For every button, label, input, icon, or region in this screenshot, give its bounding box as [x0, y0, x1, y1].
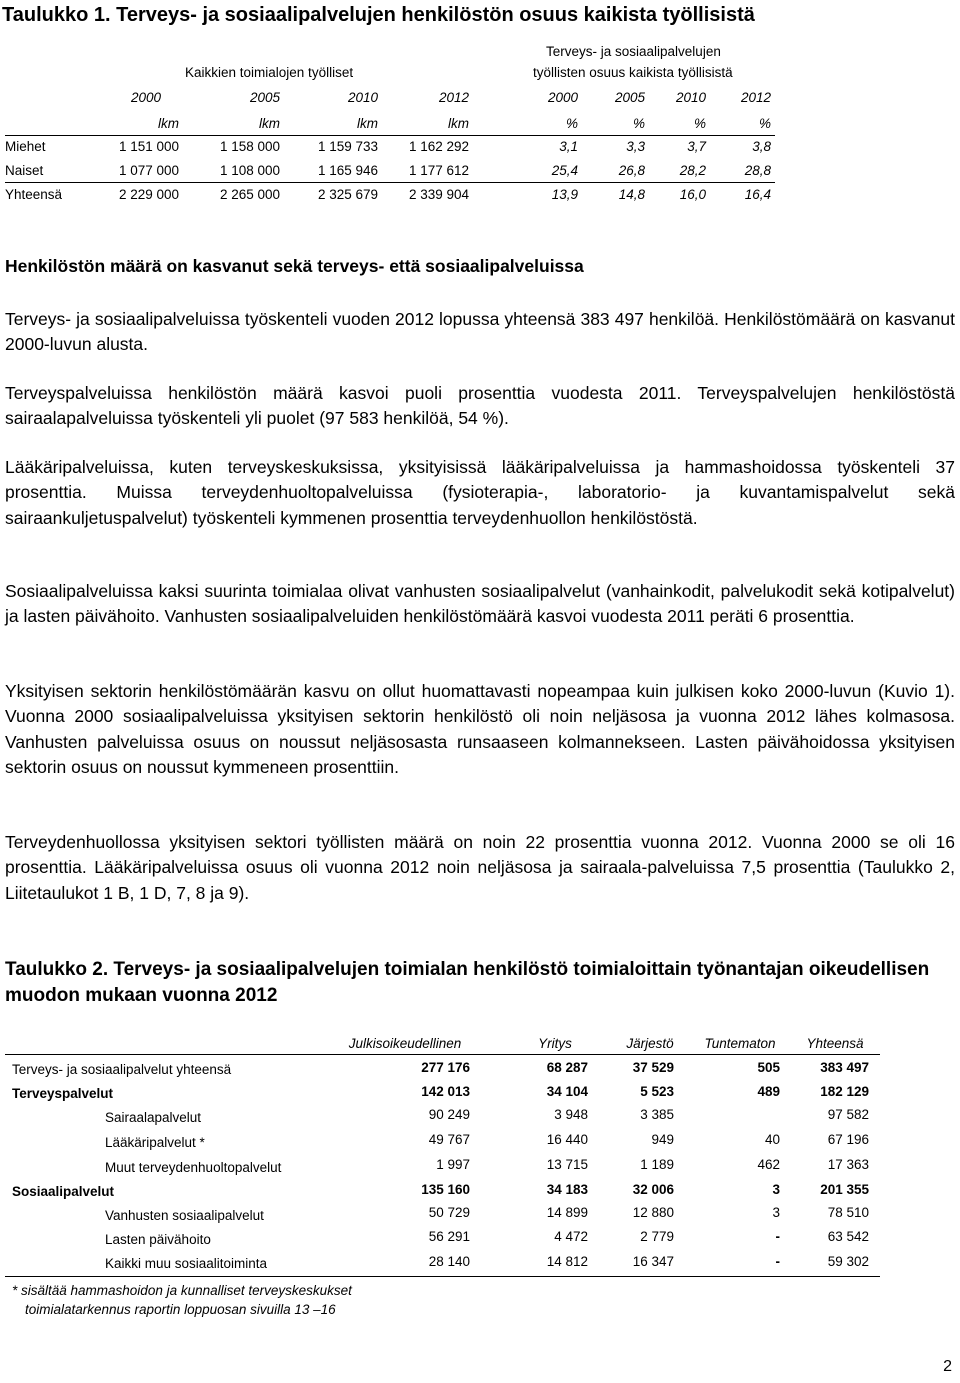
table1-cell: 1 165 946	[317, 163, 378, 178]
table1-cell: 1 177 612	[408, 163, 469, 178]
table2-cell: 16 347	[632, 1254, 674, 1269]
table2-cell: 40	[764, 1132, 780, 1147]
table2-cell: 63 542	[827, 1229, 869, 1244]
table1-unit: lkm	[448, 116, 469, 131]
table1-unit: %	[758, 116, 771, 131]
table2-cell: -	[775, 1254, 780, 1269]
table2-cell: 4 472	[554, 1229, 588, 1244]
table1-row-label: Naiset	[5, 163, 44, 178]
table2-cell: 201 355	[820, 1182, 869, 1197]
paragraph: Terveys- ja sosiaalipalveluissa työskenteli vuoden 2012 lopussa yhteensä 383 497 henkilöä. Henkilöstömäärä on kasvanut 2000-luvun alusta.	[5, 309, 955, 355]
table1-unit: lkm	[259, 116, 280, 131]
table1-total-rule	[5, 182, 775, 183]
page-number: 2	[943, 1358, 952, 1375]
table2-cell: 13 715	[546, 1157, 588, 1172]
table2-row-label: Sosiaalipalvelut	[12, 1184, 115, 1199]
table2-cell: 1 189	[640, 1157, 674, 1172]
table1-group2-header-line2: työllisten osuus kaikista työllisistä	[533, 65, 733, 80]
table2-cell: 3 385	[640, 1107, 674, 1122]
table1-group2-header-line1: Terveys- ja sosiaalipalvelujen	[546, 44, 721, 59]
table2-cell: 90 249	[428, 1107, 470, 1122]
table2-cell: 37 529	[632, 1060, 674, 1075]
table1-cell: 16,0	[679, 187, 706, 202]
table2-cell: 5 523	[640, 1084, 674, 1099]
table1-cell: 14,8	[618, 187, 645, 202]
table2-cell: 68 287	[546, 1060, 588, 1075]
table2-row-label: Terveys- ja sosiaalipalvelut yhteensä	[12, 1062, 232, 1077]
table1-unit: %	[632, 116, 645, 131]
table1-year: 2010	[675, 90, 706, 105]
table1-cell: 1 151 000	[118, 139, 179, 154]
table2-cell: 67 196	[827, 1132, 869, 1147]
table2-cell: 34 183	[546, 1182, 588, 1197]
table1-group1-header: Kaikkien toimialojen työlliset	[185, 65, 354, 80]
paragraph: Lääkäripalveluissa, kuten terveyskeskuksissa, yksityisissä lääkäripalveluissa ja hammashoidossa työskenteli 37 prosenttia. Muissa terveydenhuoltopalveluissa (fysioterapia-, laboratorio- ja kuvantamispalvelut sekä sairaankuljetuspalvelut) työskenteli kymmenen prosenttia terveydenhuollon henkilöstöstä.	[5, 457, 955, 528]
table2-cell: 3 948	[554, 1107, 588, 1122]
table1-year: 2005	[614, 90, 645, 105]
table1-cell: 25,4	[551, 163, 578, 178]
table1-year: 2010	[347, 90, 378, 105]
table2-cell: 97 582	[827, 1107, 869, 1122]
table1-year: 2005	[249, 90, 280, 105]
section-heading: Henkilöstön määrä on kasvanut sekä terveys- että sosiaalipalveluissa	[5, 256, 584, 276]
table2-cell: 949	[651, 1132, 674, 1147]
table2-cell: -	[775, 1229, 780, 1244]
table1-cell: 1 077 000	[118, 163, 179, 178]
table2-row-label: Muut terveydenhuoltopalvelut	[105, 1160, 282, 1175]
table1-row-label: Miehet	[5, 139, 46, 154]
table1-row-label: Yhteensä	[5, 187, 63, 202]
table1-cell: 2 265 000	[219, 187, 280, 202]
table1-cell: 1 162 292	[408, 139, 469, 154]
table1-cell: 3,7	[687, 139, 706, 154]
table2-bottom-rule	[5, 1276, 880, 1277]
table1-cell: 16,4	[744, 187, 771, 202]
table2-cell: 17 363	[827, 1157, 869, 1172]
table2-cell: 14 812	[546, 1254, 588, 1269]
table1-unit: lkm	[357, 116, 378, 131]
table2-header-rule	[5, 1054, 880, 1055]
table2-header: Yritys	[538, 1036, 572, 1051]
table2-cell: 489	[757, 1084, 780, 1099]
table2-header: Julkisoikeudellinen	[348, 1036, 462, 1051]
table2-row-label: Lääkäripalvelut *	[105, 1135, 205, 1150]
table2-title: Taulukko 2. Terveys- ja sosiaalipalvelujen toimialan henkilöstö toimialoittain työnantajan oikeudellisen muodon mukaan vuonna 2012	[5, 959, 930, 1006]
table1-cell: 3,8	[752, 139, 771, 154]
table2-cell: 16 440	[546, 1132, 588, 1147]
table2-cell: 59 302	[827, 1254, 869, 1269]
table2-footnote-line2: toimialatarkennus raportin loppuosan sivuilla 13 –16	[25, 1302, 336, 1317]
table2-header: Järjestö	[626, 1036, 674, 1051]
table2-row-label: Vanhusten sosiaalipalvelut	[105, 1208, 264, 1223]
table2-cell: 383 497	[820, 1060, 869, 1075]
table2-cell: 3	[772, 1182, 780, 1197]
table2-cell: 56 291	[428, 1229, 470, 1244]
table1-cell: 2 229 000	[118, 187, 179, 202]
table2-cell: 3	[772, 1205, 780, 1220]
table1-cell: 28,8	[744, 163, 771, 178]
table2-row-label: Sairaalapalvelut	[105, 1110, 202, 1125]
table1-year: 2012	[438, 90, 469, 105]
table1-header-rule	[5, 135, 775, 136]
table2-cell: 12 880	[632, 1205, 674, 1220]
table2-cell: 14 899	[546, 1205, 588, 1220]
table2-cell: 34 104	[546, 1084, 588, 1099]
table1-cell: 1 158 000	[219, 139, 280, 154]
table1-unit: %	[693, 116, 706, 131]
table2-cell: 135 160	[421, 1182, 470, 1197]
table1-cell: 3,3	[626, 139, 645, 154]
table2-cell: 142 013	[421, 1084, 470, 1099]
table2-cell: 28 140	[428, 1254, 470, 1269]
paragraph: Terveydenhuollossa yksityisen sektori työllisten määrä on noin 22 prosenttia vuonna 2012. Vuonna 2000 se oli 16 prosenttia. Lääkäripalveluissa osuus oli vuonna 2012 noin neljäsosa ja sairaala-palveluissa 7,5 prosenttia (Taulukko 2, Liitetaulukot 1 B, 1 D, 7, 8 ja 9).	[5, 832, 955, 903]
table2-header: Tuntematon	[704, 1036, 776, 1051]
table2-row-label: Terveyspalvelut	[12, 1086, 114, 1101]
table2-cell: 50 729	[428, 1205, 470, 1220]
table1-unit: lkm	[158, 116, 179, 131]
table1-year: 2000	[547, 90, 578, 105]
table2-cell: 182 129	[820, 1084, 869, 1099]
table2-footnote-line1: * sisältää hammashoidon ja kunnalliset terveyskeskukset	[12, 1283, 352, 1298]
table1-cell: 3,1	[559, 139, 578, 154]
paragraph: Yksityisen sektorin henkilöstömäärän kasvu on ollut huomattavasti nopeampaa kuin julkisen koko 2000-luvun (Kuvio 1). Vuonna 2000 sosiaalipalveluissa yksityisen sektorin henkilöstö oli noin neljäsosa ja vuonna 2012 lähes kolmasosa. Vanhusten palveluissa osuus on noussut neljäsosasta runsaaseen kolmannekseen. Lasten päivähoidossa yksityisen sektorin osuus on noussut kymmeneen prosenttiin.	[5, 681, 955, 777]
table2-row-label: Lasten päivähoito	[105, 1232, 211, 1247]
table2-header: Yhteensä	[806, 1036, 864, 1051]
table1-year: 2012	[740, 90, 771, 105]
table2-cell: 1 997	[436, 1157, 470, 1172]
paragraph: Sosiaalipalveluissa kaksi suurinta toimialaa olivat vanhusten sosiaalipalvelut (vanhainkodit, palvelukodit sekä kotipalvelut) ja lasten päivähoito. Vanhusten sosiaalipalveluiden henkilöstömäärä kasvoi vuodesta 2011 peräti 6 prosenttia.	[5, 581, 955, 627]
table2-cell: 2 779	[640, 1229, 674, 1244]
table1-cell: 28,2	[679, 163, 706, 178]
table2-cell: 462	[757, 1157, 780, 1172]
table2-cell: 505	[757, 1060, 780, 1075]
paragraph: Terveyspalveluissa henkilöstön määrä kasvoi puoli prosenttia vuodesta 2011. Terveyspalvelujen henkilöstöstä sairaalapalveluissa työskenteli yli puolet (97 583 henkilöä, 54 %).	[5, 383, 955, 429]
table1-cell: 2 339 904	[408, 187, 469, 202]
table1-title: Taulukko 1. Terveys- ja sosiaalipalvelujen henkilöstön osuus kaikista työllisistä	[2, 4, 755, 26]
table2-cell: 32 006	[632, 1182, 674, 1197]
table1-year: 2000	[130, 90, 161, 105]
table2-cell: 49 767	[428, 1132, 470, 1147]
table2-row-label: Kaikki muu sosiaalitoiminta	[105, 1256, 268, 1271]
table1-cell: 1 108 000	[219, 163, 280, 178]
table2-cell: 277 176	[421, 1060, 470, 1075]
table1-cell: 2 325 679	[317, 187, 378, 202]
table2-cell: 78 510	[827, 1205, 869, 1220]
table1-cell: 26,8	[618, 163, 645, 178]
table1-cell: 13,9	[551, 187, 578, 202]
table1-cell: 1 159 733	[317, 139, 378, 154]
table1-unit: %	[565, 116, 578, 131]
